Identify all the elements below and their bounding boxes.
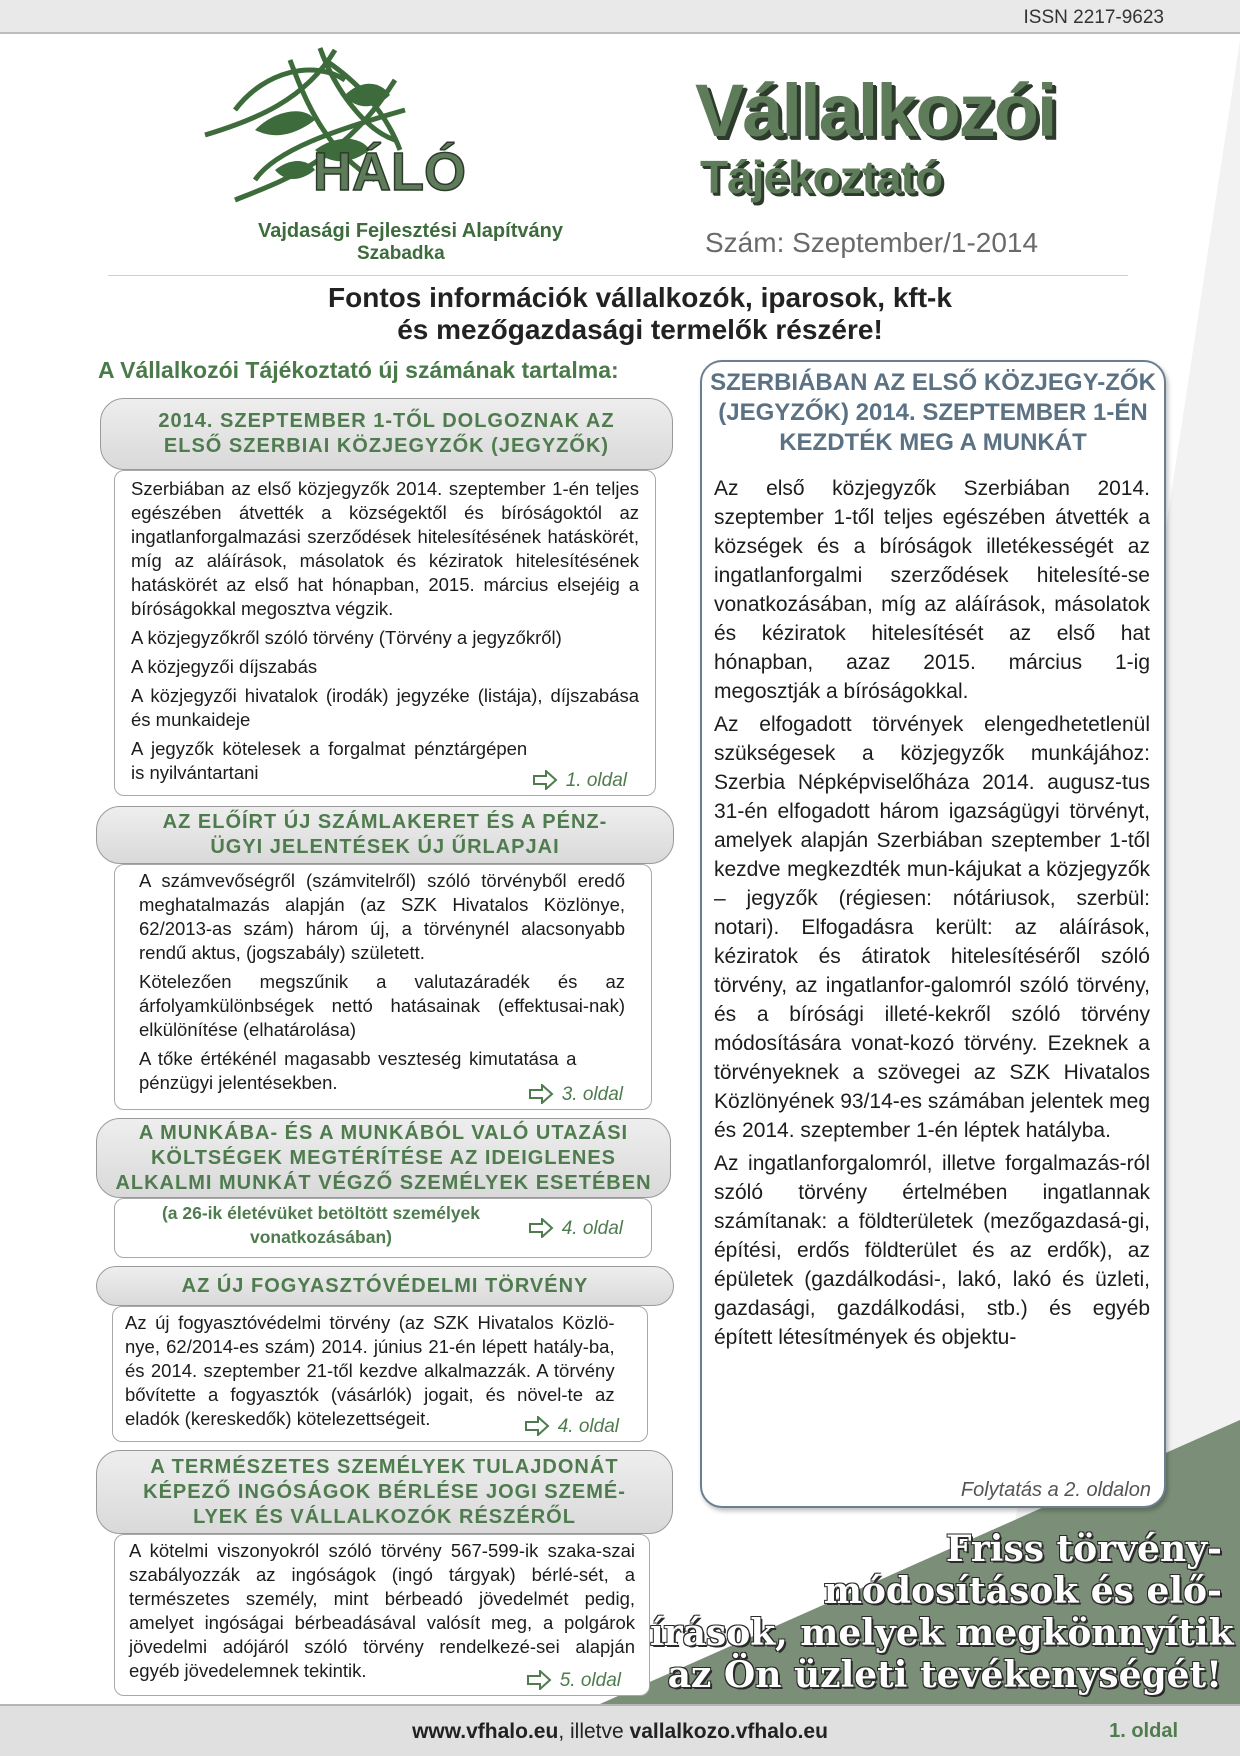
heading-line: ELSŐ SZERBIAI KÖZJEGYZŐK (JEGYZŐK) bbox=[163, 435, 610, 457]
feature-paragraph: Az ingatlanforgalomról, illetve forgalmazás-ról szóló törvény értelmében ingatlannak számítanak: a földterületek (mezőgazdasá-gi, építési, erdős földterület és az erdők), az épületek (gazdálkodási-, lakó, lakó és üzleti, gazdasági, gazdálkodási, stb.) és egyéb épített létesítmények és objektu- bbox=[714, 1152, 1150, 1349]
footer bbox=[0, 1704, 1240, 1756]
page-link[interactable] bbox=[524, 1415, 619, 1439]
feature-body bbox=[714, 474, 1150, 1356]
site-link-main[interactable]: www.vfhalo.eu bbox=[412, 1720, 559, 1743]
arrow-right-icon bbox=[528, 1218, 554, 1238]
headline bbox=[200, 282, 1080, 346]
heading-line: LYEK ÉS VÁLLALKOZÓK RÉSZÉRŐL bbox=[193, 1505, 576, 1528]
page-ref-text: 4. oldal bbox=[557, 1416, 619, 1437]
page-link[interactable] bbox=[528, 1217, 623, 1241]
page-link[interactable] bbox=[532, 769, 627, 793]
slogan-line: írások, melyek megkönnyítik bbox=[650, 1612, 1234, 1654]
heading-line: ÜGYI JELENTÉSEK ÚJ ŰRLAPJAI bbox=[210, 836, 560, 858]
section-summary bbox=[114, 1198, 652, 1258]
summary-text: A közjegyzőkről szóló törvény (Törvény a jegyzőkről) bbox=[131, 627, 562, 648]
heading-line: A MUNKÁBA- ÉS A MUNKÁBÓL VALÓ UTAZÁSI bbox=[138, 1121, 629, 1144]
masthead-title: Vállalkozói bbox=[695, 69, 1056, 152]
summary-text: (a 26-ik életévüket betöltött személyek vonatkozásában) bbox=[161, 1203, 481, 1247]
section-heading[interactable] bbox=[96, 806, 674, 864]
summary-text: A közjegyzői díjszabás bbox=[131, 656, 318, 677]
summary-text: Kötelezően megszűnik a valutazáradék és az árfolyamkülönbségek nettó hatásainak (effektusai-nak) elkülönítése (elhatárolása) bbox=[139, 971, 625, 1040]
summary-text: A kötelmi viszonyokról szóló törvény 567-599-ik szaka-szai szabályozzák az ingóságok (ingó tárgyak) bérlé-sét, a természetes személy, mint bérbeadó jövedelmét pedig, amelyet ingóságai bérbeadásával valósít meg, a polgárok jövedelmi adójáról szóló törvény rendelkezé-sei alapján egyéb jövedelemnek tekintik. bbox=[129, 1540, 635, 1681]
page-ref-text: 5. oldal bbox=[559, 1670, 621, 1691]
page-ref-text: 3. oldal bbox=[561, 1084, 623, 1105]
header-divider bbox=[108, 275, 1128, 276]
summary-text: A tőke értékénél magasabb veszteség kimutatása a pénzügyi jelentésekben. bbox=[139, 1048, 577, 1093]
page-ref-text: 1. oldal bbox=[565, 770, 627, 791]
heading-line: ALKALMI MUNKÁT VÉGZŐ SZEMÉLYEK ESETÉBEN bbox=[115, 1171, 652, 1194]
toc-title: A Vállalkozói Tájékoztató új számának tartalma: bbox=[98, 357, 619, 383]
section-summary bbox=[114, 864, 652, 1110]
feature-paragraph: Az első közjegyzők Szerbiában 2014. szeptember 1-től teljes egészében átvették a községek és a bíróságok illetékességét az ingatlanforgalmi szerződések hitelesíté-se vonatkozásában, míg az aláírások, másolatok és kéziratok hitelesítését az első hat hónapban, azaz 2015. március 1-ig megosztják a bíróságokkal. bbox=[714, 477, 1150, 703]
page-link[interactable] bbox=[526, 1669, 621, 1693]
feature-title: SZERBIÁBAN AZ ELSŐ KÖZJEGY-ZŐK (JEGYZŐK) 2014. SZEPTEMBER 1-ÉN KEZDTÉK MEG A MUNKÁT bbox=[710, 369, 1156, 456]
footer-links bbox=[0, 1720, 1240, 1744]
footer-joiner: , illetve bbox=[558, 1720, 630, 1743]
logo-word: HÁLÓ bbox=[313, 142, 466, 202]
arrow-right-icon bbox=[528, 1084, 554, 1104]
summary-text: Az új fogyasztóvédelmi törvény (az SZK Hivatalos Közlö-nye, 62/2014-es szám) 2014. június 21-én lépett hatály-ba, és 2014. szeptember 21-től kezdve alkalmazzák. A törvény bővítette a fogyasztók (vásárlók) jogait, és növel-te az eladók (kereskedők) kötelezettségeit. bbox=[125, 1312, 615, 1429]
feature-paragraph: Az elfogadott törvények elengedhetetlenül szükségesek a közjegyzők munkájához: Szerbia Népképviselőháza 2014. augusz-tus 31-én elfogadott három igazságügyi törvényt, amelyek alapján Szerbiában szeptember 1-től kezdve megkezdték mun-kájukat a közjegyzők – jegyzők (régiesen: nótáriusok, szerbül: notari). Elfogadásra került: az aláírások, kéziratok és átiratok hitelesítéséről szóló törvény, az ingatlanfor-galomról szóló törvény, és a bírósági illeté-kekről szóló törvény módosítására vonat-kozó törvény. Ezeknek a törvényeknek a szövegei az SZK Hivatalos Közlönyének 93/14-es számában jelentek meg és 2014. szeptember 1-én léptek hatályba. bbox=[714, 713, 1150, 1142]
arrow-right-icon bbox=[526, 1670, 552, 1690]
summary-text: A közjegyzői hivatalok (irodák) jegyzéke (listája), díjszabása és munkaideje bbox=[131, 685, 639, 730]
heading-line: KÖLTSÉGEK MEGTÉRÍTÉSE AZ IDEIGLENES bbox=[150, 1146, 617, 1169]
slogan-line: az Ön üzleti tevékenységét! bbox=[667, 1654, 1222, 1696]
section-summary bbox=[114, 470, 656, 796]
arrow-right-icon bbox=[532, 770, 558, 790]
arrow-right-icon bbox=[524, 1416, 550, 1436]
heading-line: AZ ELŐÍRT ÚJ SZÁMLAKERET ÉS A PÉNZ- bbox=[162, 811, 608, 833]
page-link[interactable] bbox=[528, 1083, 623, 1107]
logo-foundation-name: Vajdasági Fejlesztési Alapítvány bbox=[258, 220, 563, 242]
section-heading[interactable] bbox=[96, 1266, 674, 1306]
heading-line: 2014. SZEPTEMBER 1-TŐL DOLGOZNAK AZ bbox=[158, 410, 615, 432]
issn-label: ISSN 2217-9623 bbox=[1023, 7, 1164, 28]
heading-line: AZ ÚJ FOGYASZTÓVÉDELMI TÖRVÉNY bbox=[181, 1274, 589, 1297]
headline-line-1: Fontos információk vállalkozók, iparosok, kft-k bbox=[328, 282, 952, 313]
slogan-line: módosítások és elő- bbox=[823, 1570, 1222, 1612]
summary-text: A számvevőségről (számvitelről) szóló törvényből eredő meghatalmazás alapján (az SZK Hivatalos Közlönye, 62/2013-as szám) három új, a törvénynél alacsonyabb rendű aktus, (jogszabály) született. bbox=[139, 870, 625, 963]
heading-line: A TERMÉSZETES SZEMÉLYEK TULAJDONÁT bbox=[150, 1455, 619, 1478]
section-heading[interactable] bbox=[96, 1118, 671, 1198]
section-summary bbox=[112, 1306, 648, 1442]
issue-number: Szám: Szeptember/1-2014 bbox=[705, 227, 1039, 258]
logo-city: Szabadka bbox=[357, 243, 445, 264]
top-bar bbox=[0, 0, 1240, 34]
masthead-subtitle: Tájékoztató bbox=[700, 151, 943, 203]
section-summary bbox=[114, 1534, 650, 1696]
slogan-line: Friss törvény- bbox=[945, 1528, 1222, 1570]
slogan bbox=[650, 1528, 1234, 1696]
summary-text: Szerbiában az első közjegyzők 2014. szeptember 1-én teljes egészében átvették a községektől és bíróságoktól az ingatlanforgalmazási szerződések hitelesítésének hatáskörét, míg az aláírások, másolatok és kéziratok hitelesítésének hatáskörét az első hat hónapban, 2015. március elsejéig a bíróságokkal megosztva végzik. bbox=[131, 478, 639, 619]
section-heading[interactable] bbox=[100, 398, 673, 470]
continued-link[interactable]: Folytatás a 2. oldalon bbox=[960, 1479, 1151, 1501]
site-link-secondary[interactable]: vallalkozo.vfhalo.eu bbox=[629, 1720, 828, 1743]
section-heading[interactable] bbox=[96, 1450, 673, 1534]
page-ref-text: 4. oldal bbox=[561, 1218, 623, 1239]
summary-text: A jegyzők kötelesek a forgalmat pénztárgépen is nyilvántartani bbox=[131, 738, 528, 783]
heading-line: KÉPEZŐ INGÓSÁGOK BÉRLÉSE JOGI SZEMÉ- bbox=[143, 1480, 626, 1503]
headline-line-2: és mezőgazdasági termelők részére! bbox=[397, 314, 883, 345]
page-number: 1. oldal bbox=[1109, 1720, 1178, 1742]
